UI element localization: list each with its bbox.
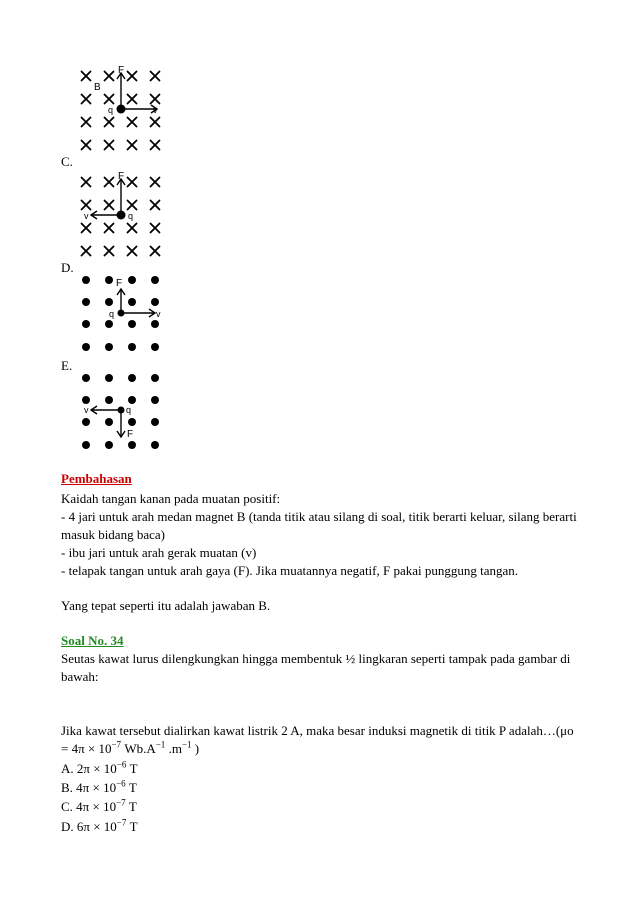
figure-field-cross-2 xyxy=(72,170,172,265)
figure-field-dot-2 xyxy=(72,368,172,463)
answer-option-c[interactable]: C. $4\pi \times 10^{-7}$ T xyxy=(61,797,137,814)
label-v: v xyxy=(156,309,161,319)
label-q: q xyxy=(126,405,132,415)
pembahasan-intro: Kaidah tangan kanan pada muatan positif: xyxy=(61,491,281,506)
label-F: F xyxy=(127,429,134,440)
label-q: q xyxy=(109,309,115,319)
pembahasan-line-2: - ibu jari untuk arah gerak muatan (v) xyxy=(61,545,257,560)
option-d-label: D. xyxy=(61,260,74,275)
soal-heading: Soal No. 34 xyxy=(61,633,124,648)
soal-question: Seutas kawat lurus dilengkungkan hingga membentuk ½ lingkaran seperti tampak pada gambar di bawah: xyxy=(61,651,571,684)
label-q: q xyxy=(128,211,134,221)
pembahasan-line-3: - telapak tangan untuk arah gaya (F). Jika muatannya negatif, F pakai punggung tangan. xyxy=(61,563,519,578)
answer-option-a[interactable]: A. $2\pi \times 10^{-6}$ T xyxy=(61,759,138,776)
answer-option-d[interactable]: D. $6\pi \times 10^{-7}$ T xyxy=(61,817,138,834)
pembahasan-line-1: - 4 jari untuk arah medan magnet B (tanda titik atau silang di soal, titik berarti keluar, silang berarti masuk bidang baca) xyxy=(61,509,577,542)
label-v: v xyxy=(153,105,158,115)
option-c-label: C. xyxy=(61,154,73,169)
label-v: v xyxy=(84,211,89,221)
label-F: F xyxy=(118,171,125,182)
pembahasan-heading: Pembahasan xyxy=(61,471,132,486)
soal-followup-line-2: = $4\pi \times 10^{-7}$ $Wb.A^{-1}$ $.m^{-1}$ ) xyxy=(61,739,200,756)
label-B: B xyxy=(94,82,101,93)
label-v: v xyxy=(84,405,89,415)
label-q: q xyxy=(108,105,114,115)
figure-field-cross-1 xyxy=(72,64,172,159)
label-F: F xyxy=(116,278,123,289)
label-F: F xyxy=(118,65,125,76)
option-e-label: E. xyxy=(61,358,73,373)
figure-field-dot-1 xyxy=(72,270,172,365)
soal-followup-line-1: Jika kawat tersebut dialirkan kawat listrik 2 A, maka besar induksi magnetik di titik P adalah…(μo xyxy=(61,723,574,738)
answer-option-b[interactable]: B. $4\pi \times 10^{-6}$ T xyxy=(61,778,137,795)
pembahasan-conclusion: Yang tepat seperti itu adalah jawaban B. xyxy=(61,598,271,613)
